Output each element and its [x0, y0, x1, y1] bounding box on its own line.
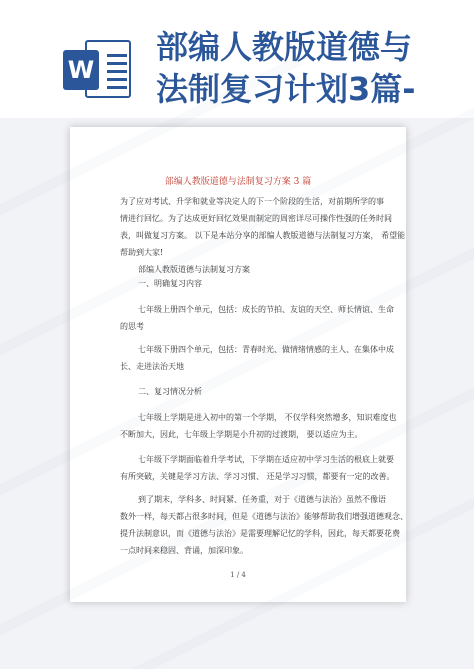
- document-banner: [0, 0, 474, 118]
- document-page: [70, 127, 406, 602]
- word-page-line: [107, 78, 127, 81]
- text-line: 数外一样，每天都占很多时间，但是《道德与法治》能够帮助我们增强道德观念、: [120, 512, 408, 521]
- page-number: 1 / 4: [230, 571, 246, 579]
- word-document-icon: [63, 40, 133, 100]
- banner-title: [156, 26, 468, 110]
- section2-heading: [120, 383, 378, 400]
- text-line: 提升法制意识，而《道德与法治》是需要理解记忆的学科，因此，每天都要花费: [120, 529, 400, 538]
- subtitle-line: 部编人教版道德与法制复习方案: [138, 265, 250, 274]
- section2-paragraph-3: [120, 491, 408, 559]
- section1-paragraph-2: [120, 341, 394, 375]
- text-line: 有所突破，关键是学习方法、学习习惯、 还是学习习惯，都要有一定的改善。: [120, 472, 395, 481]
- section1-heading: [120, 275, 378, 292]
- text-line: 帮助到大家!: [120, 248, 164, 257]
- text-line: 一点时间来稳固、背诵，加深印象。: [120, 546, 248, 555]
- section2-paragraph-1: [120, 409, 397, 443]
- text-line: 七年级下册四个单元，包括：青春时光、做情绪情感的主人、在集体中成: [138, 345, 394, 354]
- text-line: 七年级上册四个单元，包括：成长的节拍、友谊的天空、师长情谊、生命: [138, 305, 394, 314]
- section2-paragraph-2: [120, 451, 395, 485]
- banner-title-line-1: 部编人教版道德与: [156, 28, 413, 66]
- text-line: 到了期末，学科多、时间紧、任务重，对于《道德与法治》虽然不像语: [138, 495, 386, 504]
- word-page-line: [107, 70, 127, 73]
- text-line: 七年级下学期面临着升学考试，下学期在适应初中学习生活的根底上就要: [138, 455, 394, 464]
- text-line: 长、走进法治天地: [120, 362, 184, 371]
- word-page-line: [107, 86, 127, 89]
- text-line: 七年级上学期是进入初中的第一个学期， 不仅学科突然增多，知识难度也: [138, 413, 397, 422]
- text-line: 的思考: [120, 322, 144, 331]
- intro-paragraph: [120, 193, 406, 278]
- text-line: 为了应对考试、升学和就业等决定人的下一个阶段的生活，对前期所学的事: [120, 197, 384, 206]
- document-title: 部编人教版道德与法制复习方案 3 篇: [164, 177, 312, 187]
- banner-title-line-2: 法制复习计划3篇-: [156, 70, 416, 108]
- word-page-line: [107, 54, 127, 57]
- text-line: 情进行回忆。为了达成更好回忆效果而制定的周密详尽可操作性强的任务时间: [120, 214, 392, 223]
- section1-paragraph-1: [120, 301, 394, 335]
- word-page-line: [107, 62, 127, 65]
- text-line: 不断加大，因此，七年级上学期是小升初的过渡期， 要以适应为主。: [120, 430, 363, 439]
- section-heading: 一、明确复习内容: [138, 279, 202, 288]
- section-heading: 二、复习情况分析: [138, 387, 202, 396]
- word-badge: W: [63, 50, 99, 90]
- text-line: 表，叫做复习方案。 以下是本站分享的部编人教版道德与法制复习方案， 希望能: [120, 231, 406, 240]
